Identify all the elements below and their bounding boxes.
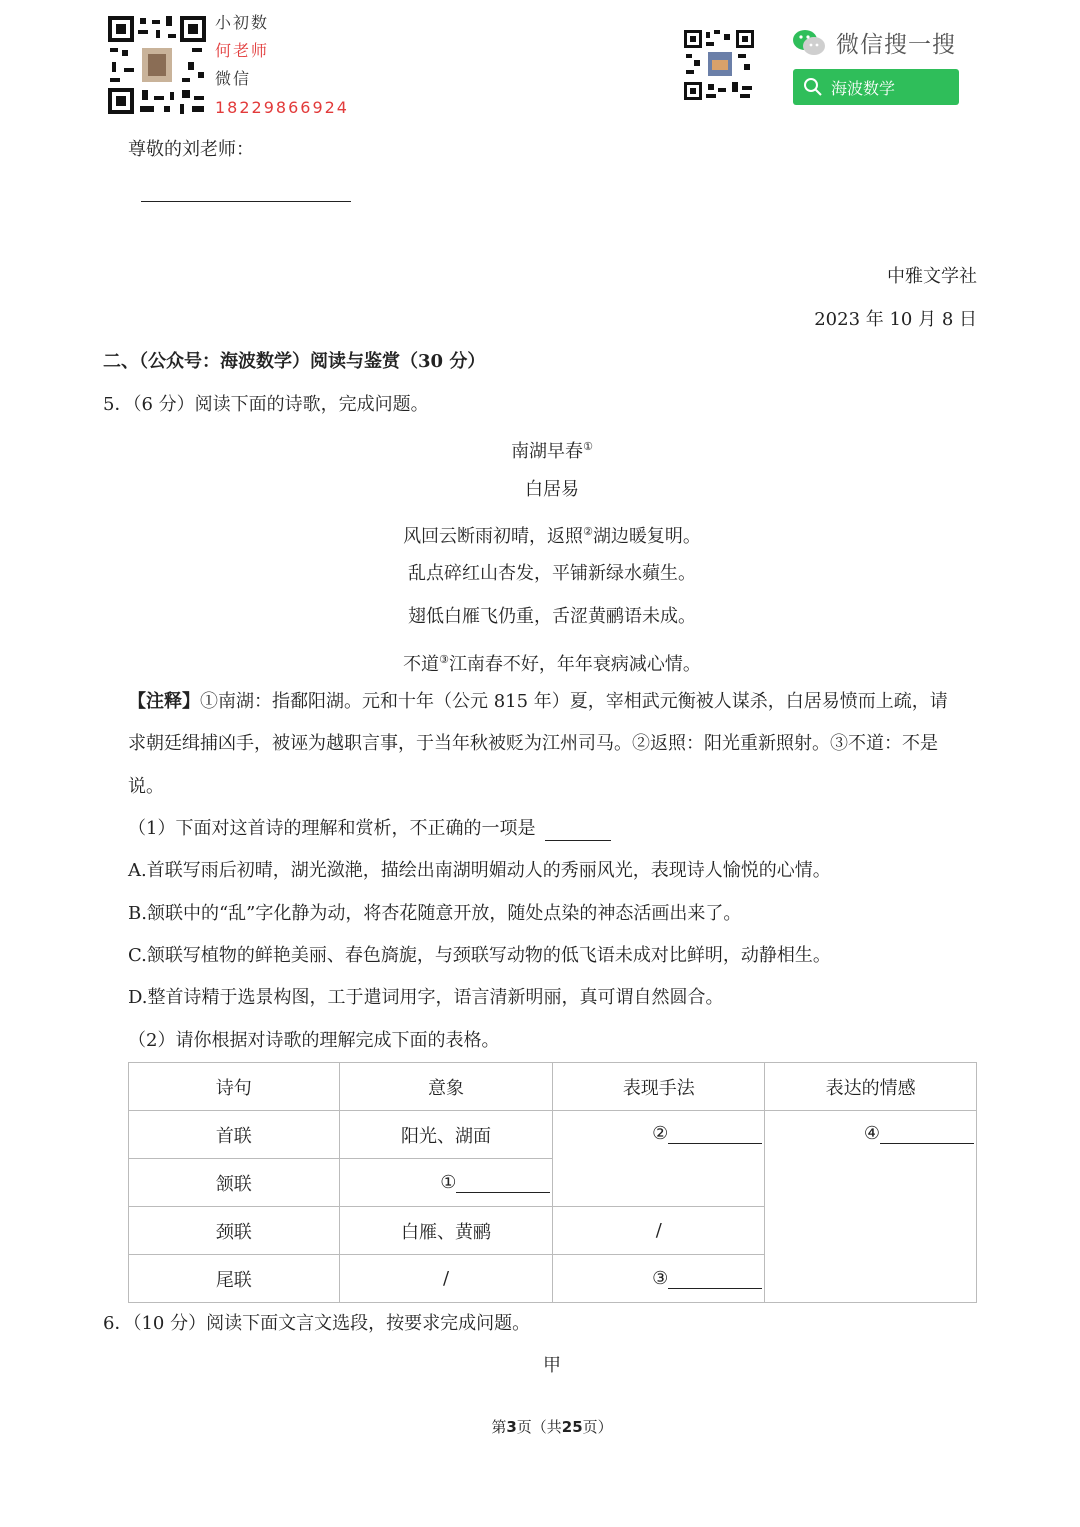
- sub-question-2: （2）请你根据对诗歌的理解完成下面的表格。: [128, 1030, 500, 1051]
- table-cell: /: [339, 1255, 553, 1303]
- poem-title: [0, 435, 1080, 464]
- search-icon: [803, 77, 823, 97]
- section-heading: 二、（公众号：海波数学）阅读与鉴赏（30 分）: [103, 351, 486, 372]
- poem-line-1-note: ②: [583, 525, 593, 538]
- poem-title-text: 南湖早春: [511, 441, 584, 462]
- table-row: [129, 1111, 977, 1159]
- poem-line-4-note: ③: [439, 653, 449, 666]
- signature: 中雅文学社: [887, 266, 977, 287]
- q6-intro: 6．（10 分）阅读下面文言文选段，按要求完成问题。: [103, 1313, 531, 1334]
- table-cell: 颔联: [129, 1159, 340, 1207]
- answer-blank[interactable]: [880, 1125, 974, 1144]
- footer-pre: 第: [491, 1418, 507, 1436]
- note-label: 【注释】: [128, 691, 200, 712]
- sub-question-1-text: （1）下面对这首诗的理解和赏析，不正确的一项是: [128, 818, 536, 839]
- table-cell: 颈联: [129, 1207, 340, 1255]
- table-header-row: [129, 1063, 977, 1111]
- answer-blank[interactable]: [668, 1270, 762, 1289]
- note-line-1: [128, 690, 948, 714]
- wechat-search-label: 微信搜一搜: [836, 32, 956, 58]
- table-cell: /: [553, 1207, 765, 1255]
- emotion-merged-cell[interactable]: [765, 1111, 977, 1303]
- wechat-icon: [792, 28, 826, 58]
- poem-line-4: [0, 648, 1080, 677]
- footer-mid: 页（共: [516, 1418, 562, 1436]
- option-b: B.颔联中的“乱”字化静为动，将杏花随意开放，随处点染的神态活画出来了。: [128, 903, 742, 924]
- salutation: 尊敬的刘老师：: [128, 139, 254, 160]
- poem-line-1: [0, 520, 1080, 549]
- page-footer: [0, 1416, 1080, 1437]
- poem-line-3: 翅低白雁飞仍重，舌涩黄鹂语未成。: [408, 606, 696, 627]
- sub-question-1: [128, 817, 611, 841]
- answer-blank[interactable]: [668, 1125, 762, 1144]
- note-line-2: 求朝廷缉捕凶手，被诬为越职言事，于当年秋被贬为江州司马。②返照：阳光重新照射。③不道：不是: [128, 733, 938, 754]
- poem-title-note: ①: [583, 440, 593, 453]
- poem-line-2: 乱点碎红山杏发，平铺新绿水蘋生。: [408, 563, 696, 584]
- q6-sub-title: 甲: [543, 1355, 561, 1376]
- wechat-search-button[interactable]: [793, 69, 959, 105]
- page-number: 3: [506, 1418, 517, 1436]
- poem-line-4-a: 不道: [403, 654, 440, 675]
- handwritten-line-3: 微信: [215, 69, 252, 88]
- table-header: 表达的情感: [765, 1063, 977, 1111]
- table-header: 诗句: [129, 1063, 340, 1111]
- blank-marker-2: ②: [652, 1123, 669, 1144]
- poem-line-1-a: 风回云断雨初晴，返照: [403, 526, 584, 547]
- handwritten-phone: 18229866924: [215, 98, 349, 117]
- qr-code-right: [684, 30, 754, 100]
- letter-date: 2023 年 10 月 8 日: [814, 309, 977, 330]
- note-line-3: 说。: [128, 776, 164, 797]
- handwritten-line-1: 小初数: [215, 13, 270, 32]
- table-header: 表现手法: [553, 1063, 765, 1111]
- blank-marker-1: ①: [440, 1172, 457, 1193]
- method-merged-cell[interactable]: [553, 1111, 765, 1207]
- table-cell: 首联: [129, 1111, 340, 1159]
- poem-line-4-b: 江南春不好，年年衰病减心情。: [448, 654, 701, 675]
- wechat-search-brand: [792, 26, 956, 59]
- answer-blank[interactable]: [545, 822, 611, 841]
- blank-marker-4: ④: [863, 1123, 880, 1144]
- table-cell: 尾联: [129, 1255, 340, 1303]
- table-cell: 白雁、黄鹂: [339, 1207, 553, 1255]
- blank-marker-3: ③: [652, 1268, 669, 1289]
- option-a: A.首联写雨后初晴，湖光潋滟，描绘出南湖明媚动人的秀丽风光，表现诗人愉悦的心情。: [128, 860, 831, 881]
- handwritten-line-2: 何老师: [215, 41, 270, 60]
- q5-intro: 5．（6 分）阅读下面的诗歌，完成问题。: [103, 394, 429, 415]
- answer-blank-line: [141, 201, 351, 202]
- poem-author: 白居易: [525, 479, 579, 500]
- qr-code-left: [108, 16, 206, 114]
- answer-blank[interactable]: [456, 1174, 550, 1193]
- table-cell: 阳光、湖面: [339, 1111, 553, 1159]
- method-blank-cell[interactable]: [553, 1255, 765, 1303]
- option-c: C.颔联写植物的鲜艳美丽、春色旖旎，与颈联写动物的低飞语未成对比鲜明，动静相生。: [128, 945, 831, 966]
- page-total: 25: [561, 1418, 583, 1436]
- poem-line-1-b: 湖边暖复明。: [592, 526, 701, 547]
- wechat-search-button-label: 海波数学: [831, 78, 896, 98]
- analysis-table: [128, 1062, 977, 1303]
- option-d: D.整首诗精于选景构图，工于遣词用字，语言清新明丽，真可谓自然圆合。: [128, 987, 724, 1008]
- footer-post: 页）: [582, 1418, 613, 1436]
- table-header: 意象: [339, 1063, 553, 1111]
- image-blank-cell[interactable]: [339, 1159, 553, 1207]
- note-text-1: ①南湖：指鄱阳湖。元和十年（公元 815 年）夏，宰相武元衡被人谋杀，白居易愤而上疏，请: [200, 691, 948, 712]
